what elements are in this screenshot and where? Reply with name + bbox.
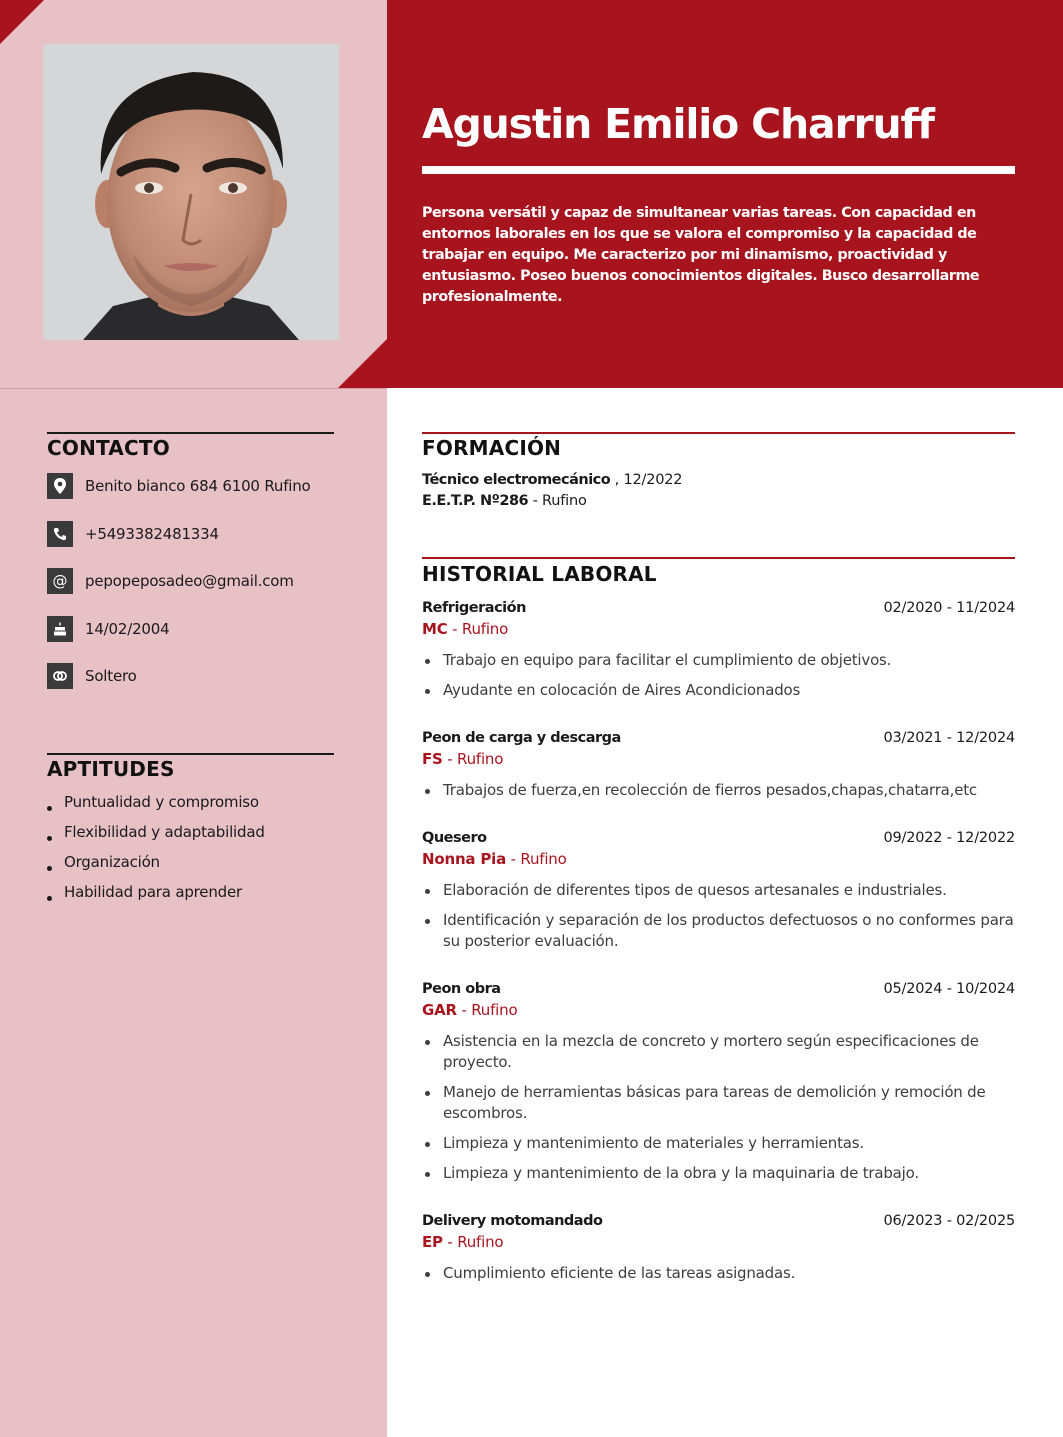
contact-marital-status [47, 663, 137, 689]
job-title: Refrigeración [422, 600, 526, 616]
job-entry [422, 728, 1015, 810]
job-bullets [422, 880, 1015, 952]
education-date: , 12/2022 [614, 472, 683, 488]
education-school: E.E.T.P. Nº286 [422, 493, 529, 509]
job-bullet: Trabajos de fuerza,en recolección de fierros pesados,chapas,chatarra,etc [422, 780, 1015, 801]
job-entry [422, 979, 1015, 1193]
work-section-title: HISTORIAL LABORAL [422, 562, 657, 586]
contact-email-text: pepopeposadeo@gmail.com [85, 572, 294, 590]
job-bullet: Trabajo en equipo para facilitar el cumplimiento de objetivos. [422, 650, 1015, 671]
bullet-icon [425, 1142, 430, 1147]
bullet-icon [425, 1091, 430, 1096]
contact-email [47, 568, 294, 594]
corner-accent-bottom [338, 339, 387, 388]
sidebar-divider [0, 388, 387, 389]
job-bullets [422, 650, 1015, 701]
work-section-rule [422, 557, 1015, 559]
job-company: FS [422, 750, 443, 768]
bullet-icon [425, 889, 430, 894]
job-bullets [422, 780, 1015, 801]
job-dates: 09/2022 - 12/2022 [883, 830, 1015, 846]
job-dates: 05/2024 - 10/2024 [883, 981, 1015, 997]
job-location: - Rufino [452, 620, 509, 638]
profile-summary: Persona versátil y capaz de simultanear varias tareas. Con capacidad en entornos laborales en los que se valora el compromiso y la capacidad de trabajar en equipo. Me caracterizo por mi dinamismo, proactividad y entusiasmo. Poseo buenos conocimientos digitales. Busco desarrollarme profesionalmente. [422, 205, 980, 305]
job-title: Peon de carga y descarga [422, 730, 621, 746]
skill-item: Organización [47, 853, 265, 883]
birthday-cake-icon [47, 616, 73, 642]
contact-phone-text: +5493382481334 [85, 525, 219, 543]
name-underline [422, 166, 1015, 174]
bullet-icon [425, 689, 430, 694]
contact-marital-status-text: Soltero [85, 667, 137, 685]
corner-accent-top [0, 0, 44, 44]
job-bullet: Cumplimiento eficiente de las tareas asignadas. [422, 1263, 1015, 1284]
header-banner [387, 0, 1063, 388]
job-title: Quesero [422, 830, 487, 846]
job-bullet: Identificación y separación de los productos defectuosos o no conformes para su posterior evaluación. [422, 910, 1015, 952]
contact-birthdate-text: 14/02/2004 [85, 620, 170, 638]
education-school-line [422, 493, 587, 509]
job-bullet: Limpieza y mantenimiento de la obra y la maquinaria de trabajo. [422, 1163, 1015, 1184]
bullet-icon [47, 836, 52, 841]
job-dates: 02/2020 - 11/2024 [883, 600, 1015, 616]
education-degree: Técnico electromecánico [422, 472, 611, 488]
education-degree-line [422, 472, 682, 488]
job-bullets [422, 1031, 1015, 1184]
job-entry [422, 828, 1015, 961]
bullet-icon [425, 919, 430, 924]
job-title: Peon obra [422, 981, 501, 997]
profile-photo-illustration [43, 44, 339, 340]
job-bullet: Manejo de herramientas básicas para tareas de demolición y remoción de escombros. [422, 1082, 1015, 1124]
skill-item: Flexibilidad y adaptabilidad [47, 823, 265, 853]
contact-section-rule [47, 432, 334, 434]
education-location: - Rufino [532, 493, 587, 509]
bullet-icon [47, 806, 52, 811]
contact-address-text: Benito bianco 684 6100 Rufino [85, 477, 311, 495]
job-location: - Rufino [447, 1233, 504, 1251]
contact-section-title: CONTACTO [47, 436, 170, 460]
job-bullet: Asistencia en la mezcla de concreto y mortero según especificaciones de proyecto. [422, 1031, 1015, 1073]
skills-list [47, 793, 265, 913]
contact-phone [47, 521, 219, 547]
job-company: GAR [422, 1001, 457, 1019]
bullet-icon [425, 1040, 430, 1045]
contact-birthdate [47, 616, 169, 642]
rings-icon [47, 663, 73, 689]
job-bullet: Ayudante en colocación de Aires Acondicionados [422, 680, 1015, 701]
bullet-icon [47, 866, 52, 871]
candidate-name: Agustin Emilio Charruff [422, 100, 934, 148]
job-location: - Rufino [461, 1001, 518, 1019]
bullet-icon [425, 1272, 430, 1277]
contact-address [47, 473, 311, 499]
job-company: EP [422, 1233, 443, 1251]
skill-item: Habilidad para aprender [47, 883, 265, 913]
skills-section-title: APTITUDES [47, 757, 175, 781]
phone-icon [47, 521, 73, 547]
job-bullets [422, 1263, 1015, 1284]
job-dates: 06/2023 - 02/2025 [883, 1213, 1015, 1229]
location-pin-icon [47, 473, 73, 499]
bullet-icon [425, 1172, 430, 1177]
bullet-icon [425, 659, 430, 664]
bullet-icon [425, 789, 430, 794]
job-location: - Rufino [447, 750, 504, 768]
job-dates: 03/2021 - 12/2024 [883, 730, 1015, 746]
job-title: Delivery motomandado [422, 1213, 603, 1229]
skill-item: Puntualidad y compromiso [47, 793, 265, 823]
skills-section-rule [47, 753, 334, 755]
email-icon: @ [47, 568, 73, 594]
profile-photo [43, 44, 339, 340]
job-entry [422, 1211, 1015, 1293]
job-entry [422, 598, 1015, 710]
job-location: - Rufino [510, 850, 567, 868]
job-company: Nonna Pia [422, 850, 507, 868]
bullet-icon [47, 896, 52, 901]
job-bullet: Elaboración de diferentes tipos de quesos artesanales e industriales. [422, 880, 1015, 901]
job-bullet: Limpieza y mantenimiento de materiales y herramientas. [422, 1133, 1015, 1154]
education-section-rule [422, 432, 1015, 434]
job-company: MC [422, 620, 448, 638]
education-section-title: FORMACIÓN [422, 436, 562, 460]
